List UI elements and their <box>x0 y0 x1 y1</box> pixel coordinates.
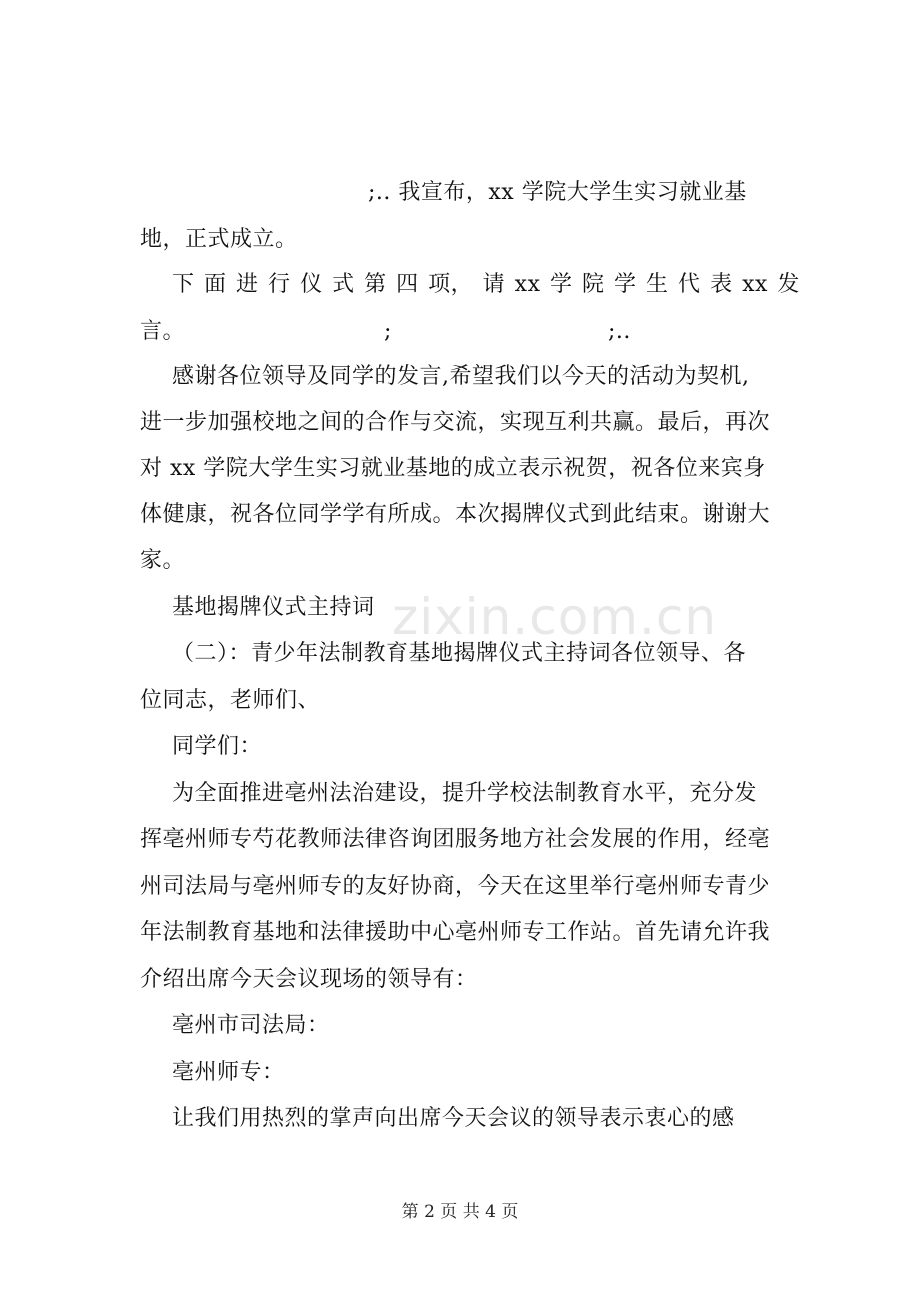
word: 行 <box>268 272 291 297</box>
text-line-4b: ; <box>384 319 392 344</box>
text-line-6: 进一步加强校地之间的合作与交流，实现互利共赢。最后，再次 <box>140 410 771 435</box>
watermark: zixin.com.cn <box>392 588 718 646</box>
word: 面 <box>204 272 227 297</box>
text-line-20: 让我们用热烈的掌声向出席今天会议的领导表示衷心的感 <box>172 1106 735 1131</box>
text-line-11: 位同志，老师们、 <box>140 688 321 713</box>
word: xx <box>514 272 541 297</box>
text-line-4c: ;.. <box>608 319 631 344</box>
text-line-7: 对 xx 学院大学生实习就业基地的成立表示祝贺，祝各位来宾身 <box>140 456 766 481</box>
text-line-19: 亳州师专： <box>172 1060 285 1085</box>
word: 请 <box>482 272 506 297</box>
word: 仪 <box>300 272 323 297</box>
word: 院 <box>582 272 605 297</box>
word: 进 <box>236 272 259 297</box>
word: 发 <box>777 272 800 297</box>
word: 学 <box>614 272 637 297</box>
word: 项， <box>428 272 474 297</box>
text-line-13: 为全面推进亳州法治建设，提升学校法制教育水平，充分发 <box>172 781 758 806</box>
text-line-9: 家。 <box>140 548 186 573</box>
word: 表 <box>710 272 733 297</box>
text-line-15: 州司法局与亳州师专的友好协商，今天在这里举行亳州师专青少 <box>140 874 771 899</box>
text-line-12: 同学们： <box>172 734 263 759</box>
text-line-16: 年法制教育基地和法律援助中心亳州师专工作站。首先请允许我 <box>140 920 771 945</box>
text-line-1: ;.. 我宣布，xx 学院大学生实习就业基 <box>368 180 747 205</box>
text-line-5: 感谢各位领导及同学的发言,希望我们以今天的活动为契机, <box>172 364 750 389</box>
text-line-2: 地，正式成立。 <box>140 227 298 252</box>
page-footer: 第 2 页 共 4 页 <box>401 1202 519 1222</box>
word: 生 <box>646 272 669 297</box>
text-line-18: 亳州市司法局： <box>172 1013 330 1038</box>
text-line-10: （二）：青少年法制教育基地揭牌仪式主持词各位领导、各 <box>172 641 747 666</box>
word: 四 <box>396 272 419 297</box>
text-line-14: 挥亳州师专芍花教师法律咨询团服务地方社会发展的作用，经亳 <box>140 827 771 852</box>
word: 式 <box>332 272 355 297</box>
word: 学 <box>549 272 573 297</box>
text-line-4: 言。 <box>140 319 186 344</box>
section-heading: 基地揭牌仪式主持词 <box>172 595 375 620</box>
word: xx <box>742 272 768 297</box>
text-line-8: 体健康，祝各位同学学有所成。本次揭牌仪式到此结束。谢谢大 <box>140 502 771 527</box>
word: 第 <box>364 272 387 297</box>
text-line-17: 介绍出席今天会议现场的领导有： <box>140 967 478 992</box>
word: 下 <box>172 272 195 297</box>
text-line-3 <box>172 270 800 300</box>
word: 代 <box>678 272 701 297</box>
